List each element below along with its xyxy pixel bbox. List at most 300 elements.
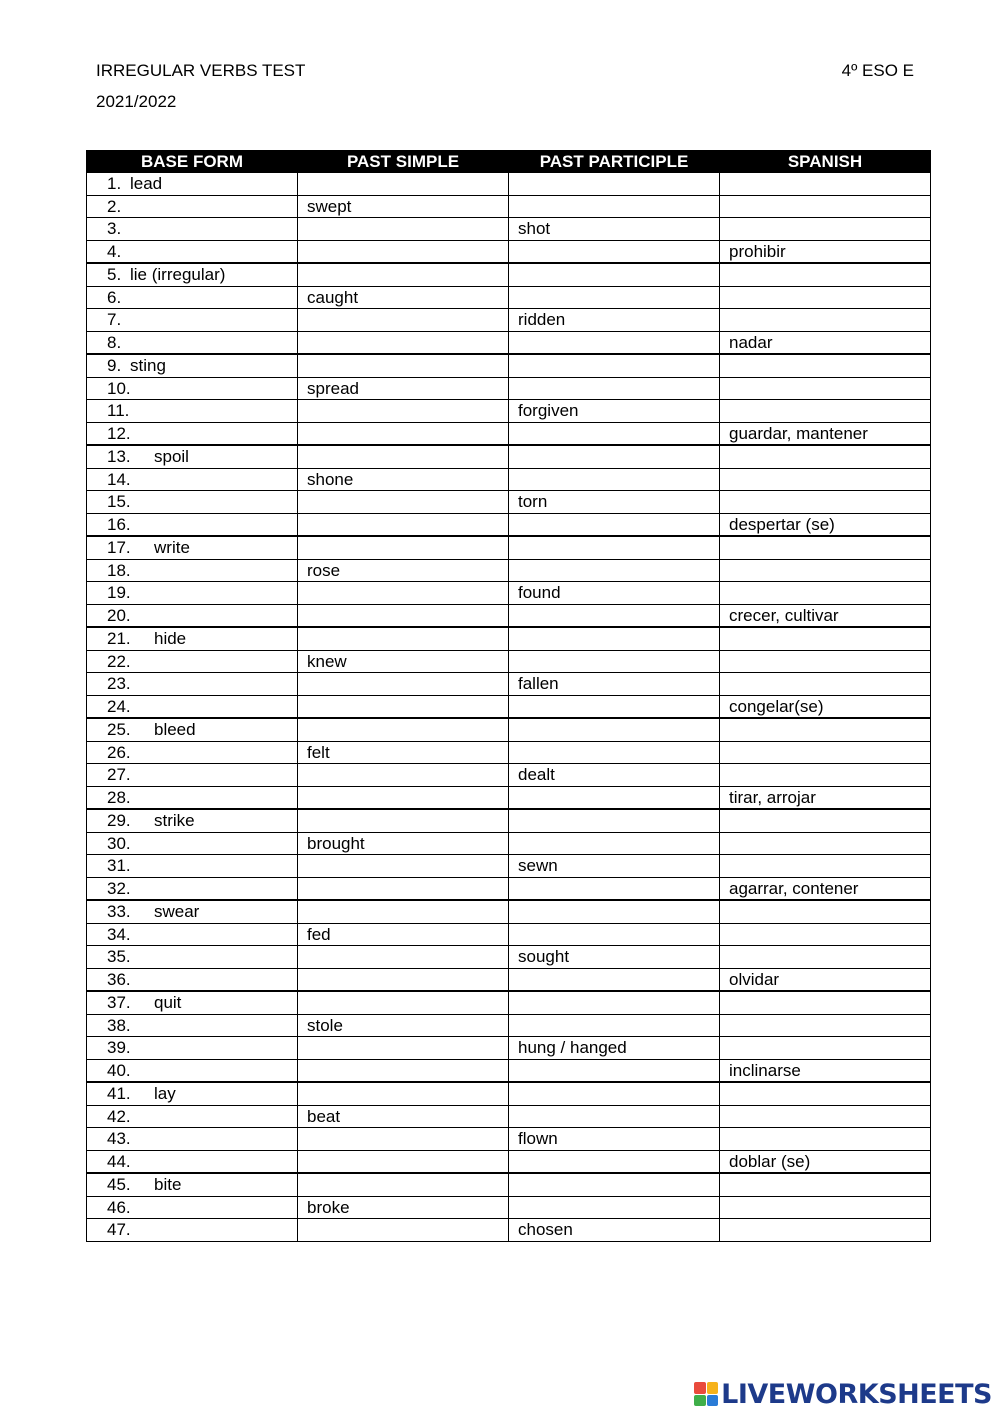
spanish-cell[interactable] bbox=[720, 195, 931, 218]
past-participle-cell[interactable] bbox=[509, 968, 720, 991]
row-number: 27. bbox=[107, 765, 131, 785]
logo-square bbox=[694, 1395, 706, 1407]
past-participle-cell[interactable] bbox=[509, 331, 720, 354]
past-simple-cell[interactable] bbox=[298, 536, 509, 559]
spanish-cell[interactable] bbox=[720, 286, 931, 309]
base-form-cell[interactable] bbox=[87, 559, 298, 582]
table-row bbox=[87, 1128, 931, 1151]
row-number: 38. bbox=[107, 1015, 131, 1035]
spanish-cell[interactable] bbox=[720, 377, 931, 400]
past-simple-cell[interactable] bbox=[298, 400, 509, 423]
spanish-cell[interactable] bbox=[720, 491, 931, 514]
spanish-cell[interactable] bbox=[720, 764, 931, 787]
row-number: 22. bbox=[107, 651, 131, 671]
past-participle-cell[interactable] bbox=[509, 1059, 720, 1082]
spanish-cell[interactable]: guardar, mantener bbox=[720, 422, 931, 445]
base-form-cell[interactable] bbox=[87, 1059, 298, 1082]
past-simple-cell[interactable] bbox=[298, 263, 509, 286]
spanish-cell[interactable] bbox=[720, 559, 931, 582]
table-row bbox=[87, 1059, 931, 1082]
row-number: 19. bbox=[107, 583, 131, 603]
base-form-cell[interactable] bbox=[87, 1196, 298, 1219]
class-label: 4º ESO E bbox=[841, 61, 914, 80]
past-participle-cell[interactable]: found bbox=[509, 582, 720, 605]
past-participle-cell[interactable]: sewn bbox=[509, 855, 720, 878]
base-form-cell[interactable] bbox=[87, 604, 298, 627]
table-row bbox=[87, 968, 931, 991]
base-form-cell[interactable] bbox=[87, 331, 298, 354]
table-row bbox=[87, 673, 931, 696]
row-number: 17. bbox=[107, 538, 131, 558]
table-row bbox=[87, 627, 931, 650]
row-number: 14. bbox=[107, 469, 131, 489]
past-simple-cell[interactable]: spread bbox=[298, 377, 509, 400]
table-header-row bbox=[87, 151, 931, 173]
base-form-value: bite bbox=[154, 1175, 182, 1195]
row-number: 44. bbox=[107, 1151, 131, 1171]
spanish-cell[interactable] bbox=[720, 1128, 931, 1151]
spanish-cell[interactable] bbox=[720, 809, 931, 832]
past-participle-cell[interactable]: torn bbox=[509, 491, 720, 514]
base-form-value: spoil bbox=[154, 447, 189, 467]
base-form-cell[interactable] bbox=[87, 627, 298, 650]
base-form-value: lead bbox=[130, 174, 163, 194]
past-simple-cell[interactable] bbox=[298, 786, 509, 809]
past-simple-cell[interactable] bbox=[298, 855, 509, 878]
past-participle-cell[interactable]: shot bbox=[509, 218, 720, 241]
row-number: 37. bbox=[107, 993, 131, 1013]
base-form-cell[interactable] bbox=[87, 218, 298, 241]
row-number: 20. bbox=[107, 605, 131, 625]
row-number: 25. bbox=[107, 720, 131, 740]
row-number: 6. bbox=[107, 287, 122, 307]
base-form-cell[interactable] bbox=[87, 809, 298, 832]
row-number: 42. bbox=[107, 1106, 131, 1126]
spanish-cell[interactable] bbox=[720, 1105, 931, 1128]
spanish-cell[interactable] bbox=[720, 1014, 931, 1037]
base-form-value: write bbox=[154, 538, 190, 558]
base-form-cell[interactable] bbox=[87, 468, 298, 491]
past-simple-cell[interactable] bbox=[298, 422, 509, 445]
spanish-cell[interactable] bbox=[720, 468, 931, 491]
past-participle-cell[interactable] bbox=[509, 1150, 720, 1173]
past-participle-cell[interactable] bbox=[509, 1082, 720, 1105]
table-row bbox=[87, 946, 931, 969]
past-participle-cell[interactable] bbox=[509, 1173, 720, 1196]
base-form-cell[interactable] bbox=[87, 877, 298, 900]
base-form-value: swear bbox=[154, 902, 200, 922]
test-title: IRREGULAR VERBS TEST bbox=[96, 61, 306, 80]
column-header-past-participle: PAST PARTICIPLE bbox=[509, 151, 720, 173]
table-row bbox=[87, 491, 931, 514]
base-form-value: quit bbox=[154, 993, 182, 1013]
past-simple-cell[interactable] bbox=[298, 809, 509, 832]
spanish-cell[interactable] bbox=[720, 923, 931, 946]
table-row bbox=[87, 1173, 931, 1196]
row-number: 41. bbox=[107, 1084, 131, 1104]
row-number: 29. bbox=[107, 811, 131, 831]
table-row bbox=[87, 1014, 931, 1037]
logo-text: LIVEWORKSHEETS bbox=[721, 1378, 992, 1410]
past-participle-cell[interactable] bbox=[509, 263, 720, 286]
past-simple-cell[interactable]: shone bbox=[298, 468, 509, 491]
base-form-cell[interactable] bbox=[87, 786, 298, 809]
base-form-cell[interactable] bbox=[87, 923, 298, 946]
table-row bbox=[87, 764, 931, 787]
base-form-cell[interactable] bbox=[87, 582, 298, 605]
row-number: 4. bbox=[107, 241, 122, 261]
base-form-cell[interactable] bbox=[87, 1014, 298, 1037]
past-simple-cell[interactable] bbox=[298, 877, 509, 900]
spanish-cell[interactable] bbox=[720, 1219, 931, 1242]
past-participle-cell[interactable] bbox=[509, 559, 720, 582]
past-simple-cell[interactable] bbox=[298, 991, 509, 1014]
row-number: 3. bbox=[107, 219, 122, 239]
spanish-cell[interactable] bbox=[720, 1196, 931, 1219]
base-form-cell[interactable] bbox=[87, 718, 298, 741]
base-form-cell[interactable] bbox=[87, 400, 298, 423]
past-participle-cell[interactable] bbox=[509, 991, 720, 1014]
past-simple-cell[interactable] bbox=[298, 764, 509, 787]
spanish-cell[interactable]: inclinarse bbox=[720, 1059, 931, 1082]
row-number: 12. bbox=[107, 423, 131, 443]
base-form-cell[interactable] bbox=[87, 1105, 298, 1128]
table-row bbox=[87, 445, 931, 468]
table-row bbox=[87, 513, 931, 536]
past-simple-cell[interactable] bbox=[298, 900, 509, 923]
past-simple-cell[interactable] bbox=[298, 1219, 509, 1242]
row-number: 28. bbox=[107, 787, 131, 807]
past-simple-cell[interactable]: knew bbox=[298, 650, 509, 673]
base-form-value: hide bbox=[154, 629, 187, 649]
row-number: 45. bbox=[107, 1175, 131, 1195]
row-number: 21. bbox=[107, 629, 131, 649]
past-participle-cell[interactable]: ridden bbox=[509, 309, 720, 332]
past-participle-cell[interactable] bbox=[509, 354, 720, 377]
past-simple-cell[interactable]: caught bbox=[298, 286, 509, 309]
row-number: 34. bbox=[107, 924, 131, 944]
base-form-cell[interactable] bbox=[87, 195, 298, 218]
column-header-past-simple: PAST SIMPLE bbox=[298, 151, 509, 173]
spanish-cell[interactable] bbox=[720, 946, 931, 969]
past-simple-cell[interactable] bbox=[298, 695, 509, 718]
table-row bbox=[87, 354, 931, 377]
past-simple-cell[interactable] bbox=[298, 673, 509, 696]
table-row bbox=[87, 559, 931, 582]
past-participle-cell[interactable] bbox=[509, 718, 720, 741]
past-participle-cell[interactable] bbox=[509, 1105, 720, 1128]
spanish-cell[interactable] bbox=[720, 218, 931, 241]
base-form-cell[interactable] bbox=[87, 1219, 298, 1242]
irregular-verbs-table bbox=[86, 150, 931, 1242]
past-simple-cell[interactable] bbox=[298, 1150, 509, 1173]
past-participle-cell[interactable] bbox=[509, 173, 720, 196]
past-simple-cell[interactable] bbox=[298, 309, 509, 332]
table-row bbox=[87, 195, 931, 218]
past-participle-cell[interactable]: chosen bbox=[509, 1219, 720, 1242]
spanish-cell[interactable] bbox=[720, 673, 931, 696]
past-participle-cell[interactable] bbox=[509, 832, 720, 855]
base-form-cell[interactable] bbox=[87, 422, 298, 445]
spanish-cell[interactable] bbox=[720, 445, 931, 468]
table-row bbox=[87, 400, 931, 423]
table-row bbox=[87, 1196, 931, 1219]
table-row bbox=[87, 1105, 931, 1128]
table-row bbox=[87, 741, 931, 764]
base-form-cell[interactable] bbox=[87, 309, 298, 332]
row-number: 8. bbox=[107, 332, 122, 352]
past-participle-cell[interactable] bbox=[509, 627, 720, 650]
past-participle-cell[interactable]: sought bbox=[509, 946, 720, 969]
base-form-cell[interactable] bbox=[87, 1037, 298, 1060]
past-simple-cell[interactable]: brought bbox=[298, 832, 509, 855]
base-form-cell[interactable] bbox=[87, 1128, 298, 1151]
past-simple-cell[interactable] bbox=[298, 513, 509, 536]
spanish-cell[interactable] bbox=[720, 741, 931, 764]
row-number: 15. bbox=[107, 492, 131, 512]
past-participle-cell[interactable] bbox=[509, 1196, 720, 1219]
table-row bbox=[87, 331, 931, 354]
spanish-cell[interactable] bbox=[720, 1173, 931, 1196]
past-participle-cell[interactable] bbox=[509, 195, 720, 218]
spanish-cell[interactable]: congelar(se) bbox=[720, 695, 931, 718]
past-participle-cell[interactable] bbox=[509, 900, 720, 923]
row-number: 36. bbox=[107, 969, 131, 989]
past-participle-cell[interactable]: fallen bbox=[509, 673, 720, 696]
past-simple-cell[interactable] bbox=[298, 173, 509, 196]
base-form-cell[interactable] bbox=[87, 354, 298, 377]
liveworksheets-logo bbox=[694, 1378, 992, 1410]
past-participle-cell[interactable] bbox=[509, 695, 720, 718]
row-number: 13. bbox=[107, 447, 131, 467]
spanish-cell[interactable]: nadar bbox=[720, 331, 931, 354]
base-form-cell[interactable] bbox=[87, 741, 298, 764]
logo-square bbox=[707, 1395, 719, 1407]
table-row bbox=[87, 991, 931, 1014]
base-form-cell[interactable] bbox=[87, 173, 298, 196]
liveworksheets-logo-icon bbox=[694, 1382, 718, 1406]
base-form-cell[interactable] bbox=[87, 1082, 298, 1105]
base-form-cell[interactable] bbox=[87, 695, 298, 718]
past-participle-cell[interactable] bbox=[509, 604, 720, 627]
table-row bbox=[87, 422, 931, 445]
past-simple-cell[interactable] bbox=[298, 1173, 509, 1196]
past-participle-cell[interactable] bbox=[509, 468, 720, 491]
table-row bbox=[87, 173, 931, 196]
base-form-value: bleed bbox=[154, 720, 196, 740]
logo-square bbox=[707, 1382, 719, 1394]
spanish-cell[interactable] bbox=[720, 263, 931, 286]
spanish-cell[interactable] bbox=[720, 650, 931, 673]
table-row bbox=[87, 650, 931, 673]
past-participle-cell[interactable]: dealt bbox=[509, 764, 720, 787]
base-form-cell[interactable] bbox=[87, 900, 298, 923]
past-participle-cell[interactable]: hung / hanged bbox=[509, 1037, 720, 1060]
base-form-cell[interactable] bbox=[87, 513, 298, 536]
past-participle-cell[interactable] bbox=[509, 240, 720, 263]
table-row bbox=[87, 923, 931, 946]
row-number: 23. bbox=[107, 674, 131, 694]
past-simple-cell[interactable] bbox=[298, 218, 509, 241]
table-row bbox=[87, 582, 931, 605]
table-row bbox=[87, 240, 931, 263]
spanish-cell[interactable] bbox=[720, 400, 931, 423]
past-simple-cell[interactable]: beat bbox=[298, 1105, 509, 1128]
past-participle-cell[interactable] bbox=[509, 286, 720, 309]
past-simple-cell[interactable] bbox=[298, 240, 509, 263]
row-number: 26. bbox=[107, 742, 131, 762]
spanish-cell[interactable] bbox=[720, 1082, 931, 1105]
row-number: 47. bbox=[107, 1220, 131, 1240]
spanish-cell[interactable] bbox=[720, 173, 931, 196]
school-year: 2021/2022 bbox=[96, 92, 177, 111]
spanish-cell[interactable] bbox=[720, 900, 931, 923]
base-form-cell[interactable] bbox=[87, 491, 298, 514]
past-simple-cell[interactable] bbox=[298, 604, 509, 627]
base-form-cell[interactable] bbox=[87, 286, 298, 309]
base-form-cell[interactable] bbox=[87, 1150, 298, 1173]
base-form-cell[interactable] bbox=[87, 377, 298, 400]
past-participle-cell[interactable] bbox=[509, 786, 720, 809]
table-row bbox=[87, 1150, 931, 1173]
base-form-cell[interactable] bbox=[87, 968, 298, 991]
base-form-cell[interactable] bbox=[87, 832, 298, 855]
past-participle-cell[interactable] bbox=[509, 422, 720, 445]
past-simple-cell[interactable] bbox=[298, 968, 509, 991]
spanish-cell[interactable] bbox=[720, 1037, 931, 1060]
row-number: 46. bbox=[107, 1197, 131, 1217]
table-row bbox=[87, 900, 931, 923]
table-row bbox=[87, 1082, 931, 1105]
past-simple-cell[interactable] bbox=[298, 331, 509, 354]
past-simple-cell[interactable]: felt bbox=[298, 741, 509, 764]
row-number: 5. bbox=[107, 265, 122, 285]
base-form-cell[interactable] bbox=[87, 991, 298, 1014]
table-row bbox=[87, 809, 931, 832]
past-participle-cell[interactable] bbox=[509, 445, 720, 468]
past-simple-cell[interactable] bbox=[298, 491, 509, 514]
table-row bbox=[87, 377, 931, 400]
past-simple-cell[interactable] bbox=[298, 1128, 509, 1151]
row-number: 16. bbox=[107, 514, 131, 534]
spanish-cell[interactable]: prohibir bbox=[720, 240, 931, 263]
table-row bbox=[87, 218, 931, 241]
spanish-cell[interactable]: crecer, cultivar bbox=[720, 604, 931, 627]
table-row bbox=[87, 263, 931, 286]
past-simple-cell[interactable]: swept bbox=[298, 195, 509, 218]
base-form-cell[interactable] bbox=[87, 536, 298, 559]
past-simple-cell[interactable] bbox=[298, 1059, 509, 1082]
spanish-cell[interactable] bbox=[720, 627, 931, 650]
past-participle-cell[interactable] bbox=[509, 650, 720, 673]
past-participle-cell[interactable] bbox=[509, 513, 720, 536]
base-form-value: lay bbox=[154, 1084, 176, 1104]
base-form-value: lie (irregular) bbox=[130, 265, 226, 285]
logo-square bbox=[694, 1382, 706, 1394]
base-form-cell[interactable] bbox=[87, 946, 298, 969]
base-form-cell[interactable] bbox=[87, 673, 298, 696]
row-number: 11. bbox=[107, 401, 130, 421]
spanish-cell[interactable] bbox=[720, 582, 931, 605]
table-row bbox=[87, 855, 931, 878]
past-participle-cell[interactable] bbox=[509, 877, 720, 900]
past-simple-cell[interactable] bbox=[298, 718, 509, 741]
past-participle-cell[interactable]: forgiven bbox=[509, 400, 720, 423]
row-number: 24. bbox=[107, 696, 131, 716]
past-simple-cell[interactable] bbox=[298, 354, 509, 377]
spanish-cell[interactable] bbox=[720, 309, 931, 332]
base-form-cell[interactable] bbox=[87, 263, 298, 286]
spanish-cell[interactable] bbox=[720, 718, 931, 741]
base-form-cell[interactable] bbox=[87, 650, 298, 673]
row-number: 10. bbox=[107, 378, 131, 398]
spanish-cell[interactable] bbox=[720, 991, 931, 1014]
spanish-cell[interactable]: agarrar, contener bbox=[720, 877, 931, 900]
table-row bbox=[87, 536, 931, 559]
table-row bbox=[87, 309, 931, 332]
past-participle-cell[interactable] bbox=[509, 536, 720, 559]
base-form-cell[interactable] bbox=[87, 855, 298, 878]
spanish-cell[interactable]: olvidar bbox=[720, 968, 931, 991]
row-number: 35. bbox=[107, 947, 131, 967]
row-number: 9. bbox=[107, 356, 122, 376]
past-simple-cell[interactable] bbox=[298, 445, 509, 468]
row-number: 18. bbox=[107, 560, 131, 580]
past-simple-cell[interactable]: rose bbox=[298, 559, 509, 582]
base-form-cell[interactable] bbox=[87, 240, 298, 263]
row-number: 30. bbox=[107, 833, 131, 853]
table-row bbox=[87, 832, 931, 855]
row-number: 39. bbox=[107, 1038, 131, 1058]
table-row bbox=[87, 786, 931, 809]
past-simple-cell[interactable] bbox=[298, 1082, 509, 1105]
past-simple-cell[interactable]: fed bbox=[298, 923, 509, 946]
table-row bbox=[87, 877, 931, 900]
table-row bbox=[87, 468, 931, 491]
spanish-cell[interactable]: despertar (se) bbox=[720, 513, 931, 536]
spanish-cell[interactable]: doblar (se) bbox=[720, 1150, 931, 1173]
past-simple-cell[interactable] bbox=[298, 627, 509, 650]
past-participle-cell[interactable] bbox=[509, 377, 720, 400]
past-simple-cell[interactable]: broke bbox=[298, 1196, 509, 1219]
spanish-cell[interactable] bbox=[720, 855, 931, 878]
past-participle-cell[interactable] bbox=[509, 741, 720, 764]
base-form-value: sting bbox=[130, 356, 166, 376]
past-participle-cell[interactable] bbox=[509, 923, 720, 946]
past-participle-cell[interactable] bbox=[509, 1014, 720, 1037]
base-form-cell[interactable] bbox=[87, 445, 298, 468]
base-form-cell[interactable] bbox=[87, 764, 298, 787]
spanish-cell[interactable]: tirar, arrojar bbox=[720, 786, 931, 809]
base-form-cell[interactable] bbox=[87, 1173, 298, 1196]
column-header-base-form: BASE FORM bbox=[87, 151, 298, 173]
table-row bbox=[87, 1037, 931, 1060]
table-row bbox=[87, 695, 931, 718]
past-simple-cell[interactable]: stole bbox=[298, 1014, 509, 1037]
table-row bbox=[87, 604, 931, 627]
row-number: 1. bbox=[107, 174, 122, 194]
past-simple-cell[interactable] bbox=[298, 1037, 509, 1060]
row-number: 2. bbox=[107, 196, 122, 216]
row-number: 31. bbox=[107, 856, 131, 876]
spanish-cell[interactable] bbox=[720, 354, 931, 377]
spanish-cell[interactable] bbox=[720, 536, 931, 559]
spanish-cell[interactable] bbox=[720, 832, 931, 855]
past-simple-cell[interactable] bbox=[298, 582, 509, 605]
past-simple-cell[interactable] bbox=[298, 946, 509, 969]
past-participle-cell[interactable]: flown bbox=[509, 1128, 720, 1151]
past-participle-cell[interactable] bbox=[509, 809, 720, 832]
